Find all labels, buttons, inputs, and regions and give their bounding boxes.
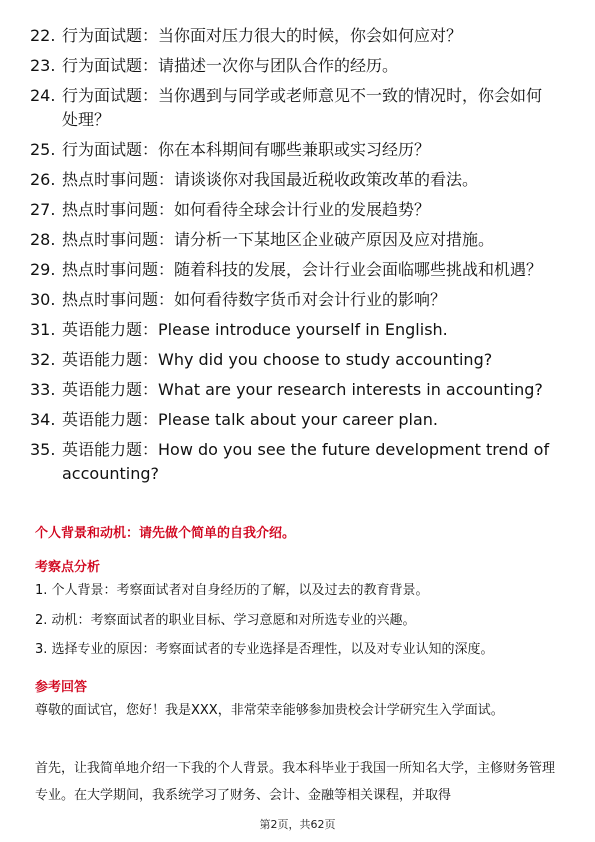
question-number: 23. [30,56,56,75]
question-text: 英语能力题：Please introduce yourself in English. [62,320,448,339]
question-text: 热点时事问题：如何看待数字货币对会计行业的影响？ [62,290,447,309]
question-item [30,408,550,432]
answer-paragraph: 尊敬的面试官，您好！我是XXX，非常荣幸能够参加贵校会计学研究生入学面试。 [35,703,504,718]
question-text: 热点时事问题：随着科技的发展，会计行业会面临哪些挑战和机遇？ [62,260,543,279]
question-number: 31. [30,320,56,339]
question-text: 热点时事问题：请分析一下某地区企业破产原因及应对措施。 [62,230,495,249]
question-text: 英语能力题：Why did you choose to study accounting? [62,350,493,369]
question-item [30,258,550,282]
analysis-point: 1. 个人背景：考察面试者对自身经历的了解，以及过去的教育背景。 [35,583,429,598]
section-heading: 个人背景和动机：请先做个简单的自我介绍。 [35,526,296,541]
question-text: 英语能力题：How do you see the future development trend of accounting? [62,440,550,483]
question-number: 34. [30,410,56,429]
question-text: 行为面试题：你在本科期间有哪些兼职或实习经历？ [62,140,431,159]
question-text: 热点时事问题：请谈谈你对我国最近税收政策改革的看法。 [62,170,479,189]
question-item [30,288,550,312]
question-number: 28. [30,230,56,249]
question-item [30,198,550,222]
answer-heading: 参考回答 [35,680,88,695]
question-number: 24. [30,86,56,105]
question-number: 29. [30,260,56,279]
question-item [30,24,550,48]
question-number: 25. [30,140,56,159]
question-number: 26. [30,170,56,189]
question-text: 行为面试题：请描述一次你与团队合作的经历。 [62,56,399,75]
question-item [30,378,550,402]
question-list [30,24,550,492]
question-number: 22. [30,26,56,45]
question-text: 行为面试题：当你面对压力很大的时候，你会如何应对？ [62,26,463,45]
question-item [30,54,550,78]
question-number: 35. [30,440,56,459]
question-number: 30. [30,290,56,309]
question-text: 英语能力题：Please talk about your career plan. [62,410,439,429]
question-item [30,138,550,162]
question-item [30,84,550,132]
question-item [30,168,550,192]
question-number: 32. [30,350,56,369]
analysis-point: 3. 选择专业的原因：考察面试者的专业选择是否理性，以及对专业认知的深度。 [35,642,494,657]
answer-paragraph: 首先，让我简单地介绍一下我的个人背景。我本科毕业于我国一所知名大学，主修财务管理专业。在大学期间，我系统学习了财务、会计、金融等相关课程，并取得 [35,761,556,803]
analysis-point: 2. 动机：考察面试者的职业目标、学习意愿和对所选专业的兴趣。 [35,613,416,628]
question-number: 33. [30,380,56,399]
question-item [30,438,550,486]
question-text: 行为面试题：当你遇到与同学或老师意见不一致的情况时，你会如何处理？ [62,86,543,129]
question-text: 英语能力题：What are your research interests in accounting? [62,380,543,399]
page-footer: 第2页，共62页 [259,818,336,831]
question-item [30,318,550,342]
question-text: 热点时事问题：如何看待全球会计行业的发展趋势？ [62,200,431,219]
question-item [30,348,550,372]
analysis-heading: 考察点分析 [35,560,101,575]
question-number: 27. [30,200,56,219]
question-item [30,228,550,252]
